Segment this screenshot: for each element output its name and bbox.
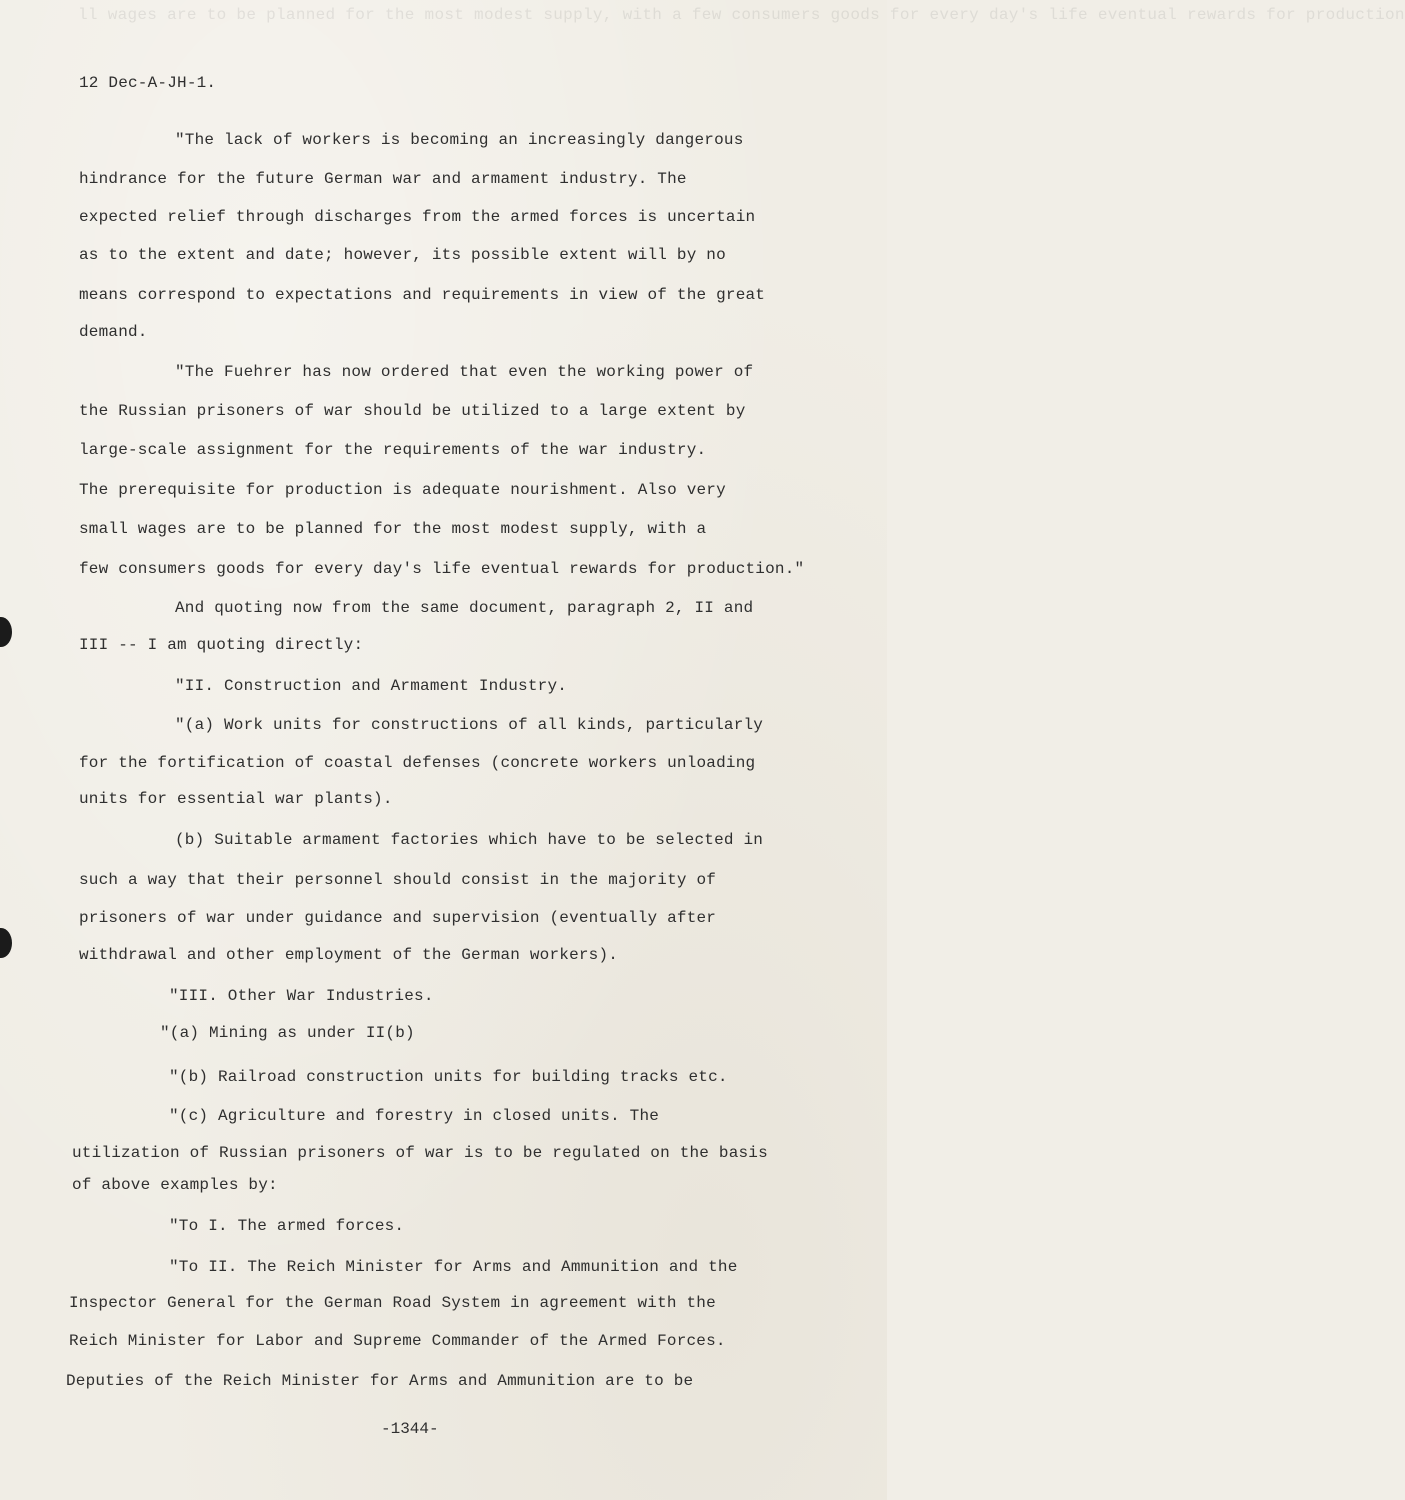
- text-line: "II. Construction and Armament Industry.: [175, 677, 568, 695]
- text-line: such a way that their personnel should consist in the majority of: [79, 871, 717, 889]
- text-line: "(b) Railroad construction units for building tracks etc.: [169, 1068, 728, 1086]
- text-line: the Russian prisoners of war should be utilized to a large extent by: [79, 402, 746, 420]
- text-line: "(a) Mining as under II(b): [160, 1024, 415, 1042]
- bleed-through-text: ll wages are to be planned for the most modest supply, with a few consumers goods for every day's life eventual rewards for production: [78, 6, 1405, 24]
- text-line: utilization of Russian prisoners of war is to be regulated on the basis: [72, 1144, 768, 1162]
- page-number: -1344-: [381, 1420, 439, 1438]
- text-line: prisoners of war under guidance and supervision (eventually after: [79, 909, 717, 927]
- text-line: means correspond to expectations and requirements in view of the great: [79, 286, 766, 304]
- punch-hole-upper: [0, 617, 12, 647]
- text-line: And quoting now from the same document, paragraph 2, II and: [175, 599, 754, 617]
- text-line: units for essential war plants).: [79, 790, 393, 808]
- text-line: withdrawal and other employment of the German workers).: [79, 946, 619, 964]
- text-line: hindrance for the future German war and armament industry. The: [79, 170, 687, 188]
- text-line: for the fortification of coastal defenses (concrete workers unloading: [79, 754, 756, 772]
- text-line: as to the extent and date; however, its possible extent will by no: [79, 246, 726, 264]
- text-line: "(a) Work units for constructions of all kinds, particularly: [175, 716, 764, 734]
- punch-hole-lower: [0, 928, 12, 958]
- text-line: "To I. The armed forces.: [169, 1217, 405, 1235]
- text-line: of above examples by:: [72, 1176, 278, 1194]
- text-line: demand.: [79, 323, 148, 341]
- text-line: small wages are to be planned for the most modest supply, with a: [79, 520, 707, 538]
- text-line: The prerequisite for production is adequate nourishment. Also very: [79, 481, 726, 499]
- text-line: "(c) Agriculture and forestry in closed units. The: [169, 1107, 660, 1125]
- text-line: expected relief through discharges from the armed forces is uncertain: [79, 208, 756, 226]
- text-line: Reich Minister for Labor and Supreme Commander of the Armed Forces.: [69, 1332, 726, 1350]
- text-line: Deputies of the Reich Minister for Arms and Ammunition are to be: [66, 1372, 694, 1390]
- text-line: (b) Suitable armament factories which have to be selected in: [175, 831, 764, 849]
- text-line: large-scale assignment for the requirements of the war industry.: [79, 441, 707, 459]
- text-line: "The lack of workers is becoming an increasingly dangerous: [175, 131, 744, 149]
- document-header: 12 Dec-A-JH-1.: [79, 74, 217, 92]
- text-line: Inspector General for the German Road System in agreement with the: [69, 1294, 716, 1312]
- text-line: "III. Other War Industries.: [169, 987, 434, 1005]
- text-line: "To II. The Reich Minister for Arms and Ammunition and the: [169, 1258, 738, 1276]
- text-line: few consumers goods for every day's life eventual rewards for production.": [79, 560, 805, 578]
- text-line: "The Fuehrer has now ordered that even the working power of: [175, 363, 754, 381]
- text-line: III -- I am quoting directly:: [79, 636, 364, 654]
